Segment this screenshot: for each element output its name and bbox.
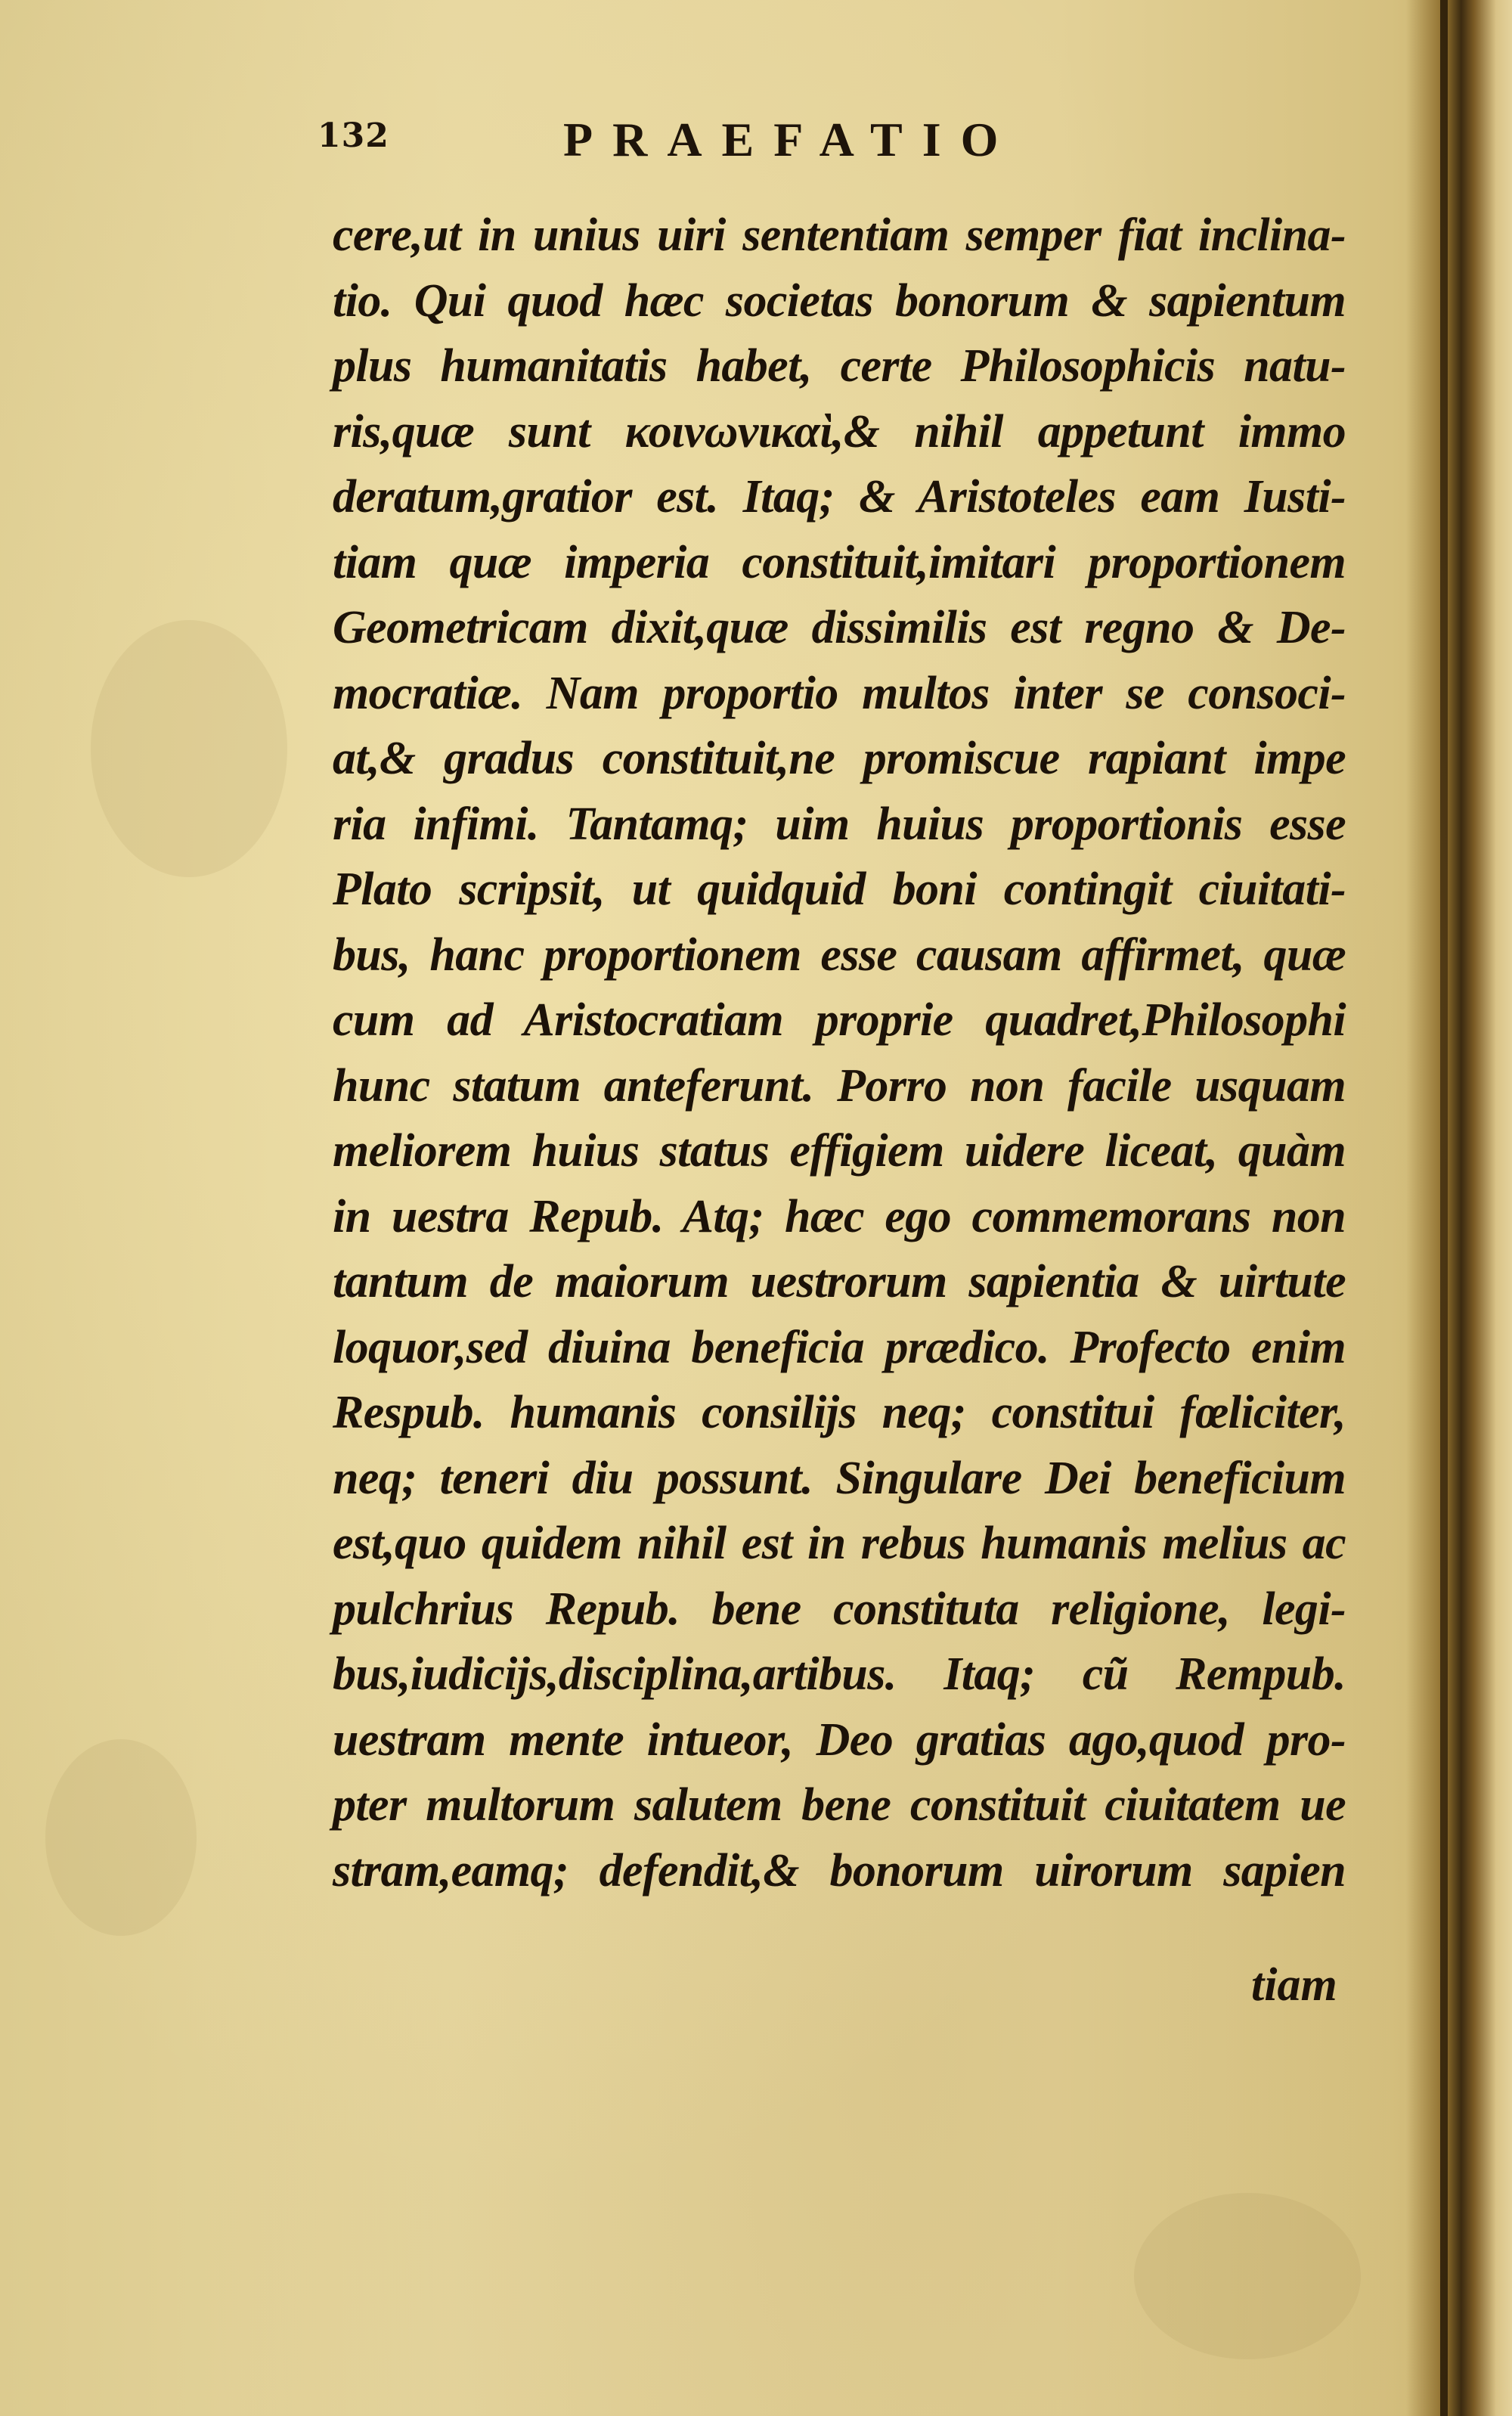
page-number: 132 <box>318 116 389 155</box>
body-text <box>333 203 1346 1903</box>
running-head: PRAEFATIO <box>563 113 1018 166</box>
text-line: plus humanitatis habet, certe Philosophicis natu- <box>333 340 1346 392</box>
text-line: cum ad Aristocratiam proprie quadret,Philosophi <box>333 994 1346 1046</box>
text-line: Respub. humanis consilijs neq; constitui fœliciter, <box>333 1387 1346 1438</box>
page-header <box>0 112 1406 172</box>
text-line: neq; teneri diu possunt. Singulare Dei beneficium <box>333 1452 1346 1504</box>
text-line: tiam quæ imperia constituit,imitari proportionem <box>333 536 1346 588</box>
text-line: uestram mente intueor, Deo gratias ago,quod pro- <box>333 1714 1346 1766</box>
text-line: tio. Qui quod hæc societas bonorum & sapientum <box>333 274 1346 327</box>
text-line: Geometricam dixit,quæ dissimilis est regno & De- <box>333 602 1346 653</box>
text-line: pter multorum salutem bene constituit ciuitatem ue <box>333 1779 1346 1831</box>
catchword: tiam <box>1251 1959 1337 2011</box>
text-line: stram,eamq; defendit,& bonorum uirorum sapien <box>333 1844 1346 1897</box>
gutter-shadow <box>1440 0 1448 2416</box>
text-line: cere,ut in unius uiri sententiam semper fiat inclina- <box>333 209 1346 261</box>
text-line: deratum,gratior est. Itaq; & Aristoteles eam Iusti- <box>333 471 1346 523</box>
text-line: ria infimi. Tantamq; uim huius proportionis esse <box>333 798 1346 850</box>
text-line: loquor,sed diuina beneficia prædico. Profecto enim <box>333 1321 1346 1373</box>
text-line: tantum de maiorum uestrorum sapientia & uirtute <box>333 1256 1346 1307</box>
text-line: in uestra Repub. Atq; hæc ego commemorans non <box>333 1190 1346 1242</box>
text-line: mocratiæ. Nam proportio multos inter se consoci- <box>333 667 1346 719</box>
text-line: meliorem huius status effigiem uidere liceat, quàm <box>333 1125 1346 1177</box>
text-line: hunc statum anteferunt. Porro non facile usquam <box>333 1059 1346 1112</box>
paper-stain <box>91 620 287 877</box>
text-line: at,& gradus constituit,ne promiscue rapiant impe <box>333 733 1346 784</box>
text-line: bus, hanc proportionem esse causam affirmet, quæ <box>333 929 1346 981</box>
book-gutter <box>1406 0 1512 2416</box>
text-line: pulchrius Repub. bene constituta religione, legi- <box>333 1583 1346 1635</box>
text-line: ris,quæ sunt κοινωνικαὶ,& nihil appetunt immo <box>333 405 1346 457</box>
text-line: Plato scripsit, ut quidquid boni contingit ciuitati- <box>333 864 1346 915</box>
text-line: bus,iudicijs,disciplina,artibus. Itaq; cũ Rempub. <box>333 1648 1346 1700</box>
paper-stain <box>45 1739 197 1936</box>
paper-stain <box>1134 2193 1361 2359</box>
text-line: est,quo quidem nihil est in rebus humanis melius ac <box>333 1518 1346 1569</box>
